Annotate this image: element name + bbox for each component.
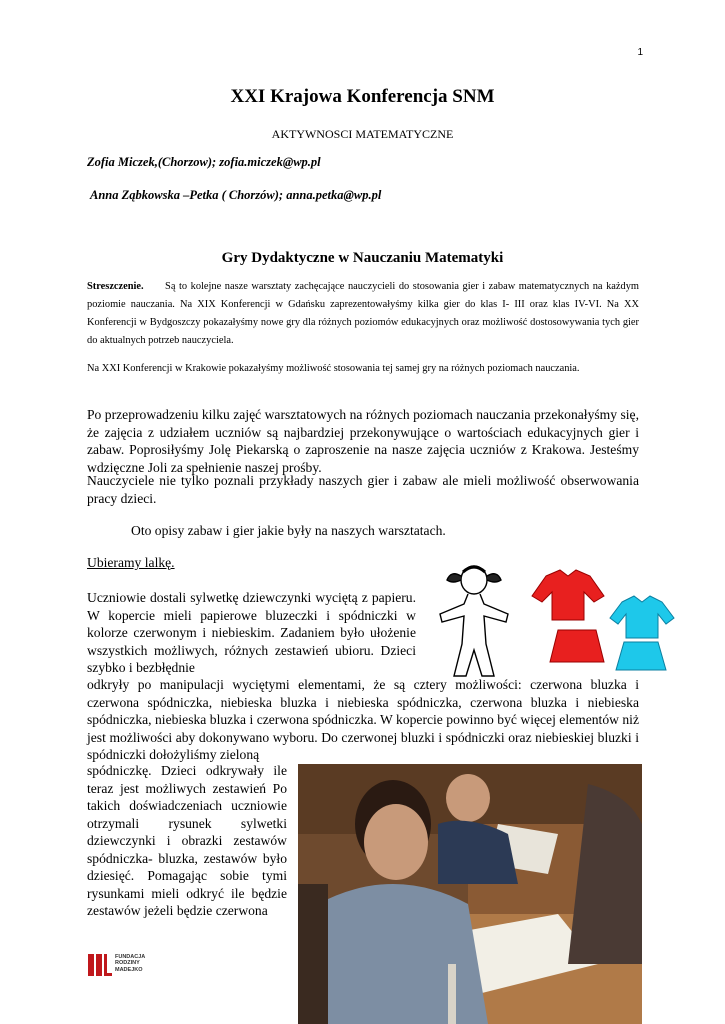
section-title: Gry Dydaktyczne w Nauczaniu Matematyki bbox=[221, 250, 504, 266]
abstract-paragraph-1 bbox=[87, 278, 639, 350]
red-blouse-icon bbox=[532, 570, 604, 620]
page-title: XXI Krajowa Konferencja SNM bbox=[230, 86, 495, 107]
doll-clothing-illustration bbox=[418, 558, 676, 678]
logo-mark-icon bbox=[87, 952, 113, 978]
game-heading: Ubieramy lalkę. bbox=[87, 555, 175, 570]
logo-text-line-3: MADEJKO bbox=[115, 966, 143, 973]
game-text-full: odkryły po manipulacji wyciętymi elementami, że są cztery możliwości: czerwona bluzka i czerwona spódniczka, niebieska bluzka i niebieska spódniczka, czerwona bluzka i niebieska spódniczka, niebieska bluzka i czerwona spódniczka. W kopercie powinno być więcej elementów niż jest możliwości aby dokonywano wyboru. Do czerwonej bluzki i spódniczki oraz niebieskiej bluzki i spódniczki dołożyliśmy zieloną bbox=[87, 677, 639, 762]
abstract-label: Streszczenie. bbox=[87, 281, 144, 292]
author-line-2: Anna Ząbkowska –Petka ( Chorzów); anna.petka@wp.pl bbox=[90, 188, 382, 202]
red-skirt-icon bbox=[550, 630, 604, 662]
body-paragraph-1: Po przeprowadzeniu kilku zajęć warsztatowych na różnych poziomach nauczania przekonałyśmy się, że zajęcia z udziałem uczniów są najbardziej przekonywujące o wartościach edukacyjnych gier i zabaw. Poprosiłyśmy Jolę Piekarską o zaproszenie na nasze zajęcia uczniów z Krakowa. Jesteśmy wdzięczne Joli za spełnienie naszej prośby. bbox=[87, 407, 639, 475]
game-text-narrow: Uczniowie dostali sylwetkę dziewczynki wyciętą z papieru. W kopercie mieli papierowe bluzeczki i spódniczki w kolorze czerwonym i niebieskim. Zadaniem było ułożenie wszystkich możliwych, różnych zestawień ubioru. Dzieci szybko i bezbłędnie bbox=[87, 590, 416, 675]
fundacja-logo bbox=[87, 952, 157, 978]
intro-line: Oto opisy zabaw i gier jakie były na naszych warsztatach. bbox=[131, 523, 446, 538]
page-number: 1 bbox=[637, 47, 643, 58]
page-subtitle: AKTYWNOSCI MATEMATYCZNE bbox=[271, 127, 454, 141]
abstract-text-1: Są to kolejne nasze warsztaty zachęcające nauczycieli do stosowania gier i zabaw matematycznych na każdym poziomie nauczania. Na XIX Konferencji w Gdańsku zaprezentowałyśmy kilka gier do klas I- III oraz klas IV-VI. Na XX Konferencji w Bydgoszczy pokazałyśmy nowe gry dla różnych poziomów edukacyjnych oraz możliwość dostosowywania tych gier do aktualnych potrzeb nauczyciela. bbox=[87, 281, 640, 346]
blue-skirt-icon bbox=[616, 642, 666, 670]
classroom-photo bbox=[298, 764, 642, 1024]
game-text-narrow-2: spódniczkę. Dzieci odkrywały ile teraz jest możliwych zestawień Po takich doświadczeniach uczniowie otrzymali rysunek sylwetki dziewczynki i obrazki zestawów spódniczka- bluzka, zestawów było dziesięć. Pomagając sobie tymi rysunkami mieli odkryć ile będzie zestawów jeżeli będzie czerwona bbox=[87, 763, 287, 918]
abstract-paragraph-2: Na XXI Konferencji w Krakowie pokazałyśmy możliwość stosowania tej samej gry na różnych poziomach nauczania. bbox=[87, 363, 580, 374]
body-paragraph-2: Nauczyciele nie tylko poznali przykłady naszych gier i zabaw ale mieli możliwość obserwowania pracy dzieci. bbox=[87, 473, 639, 506]
logo-text-line-1: FUNDACJA bbox=[115, 954, 146, 960]
blue-blouse-icon bbox=[610, 596, 674, 638]
doll-outline-icon bbox=[440, 566, 508, 676]
author-line-1: Zofia Miczek,(Chorzow); zofia.miczek@wp.pl bbox=[87, 155, 321, 169]
logo-text-line-2: RODZINY bbox=[115, 960, 140, 967]
